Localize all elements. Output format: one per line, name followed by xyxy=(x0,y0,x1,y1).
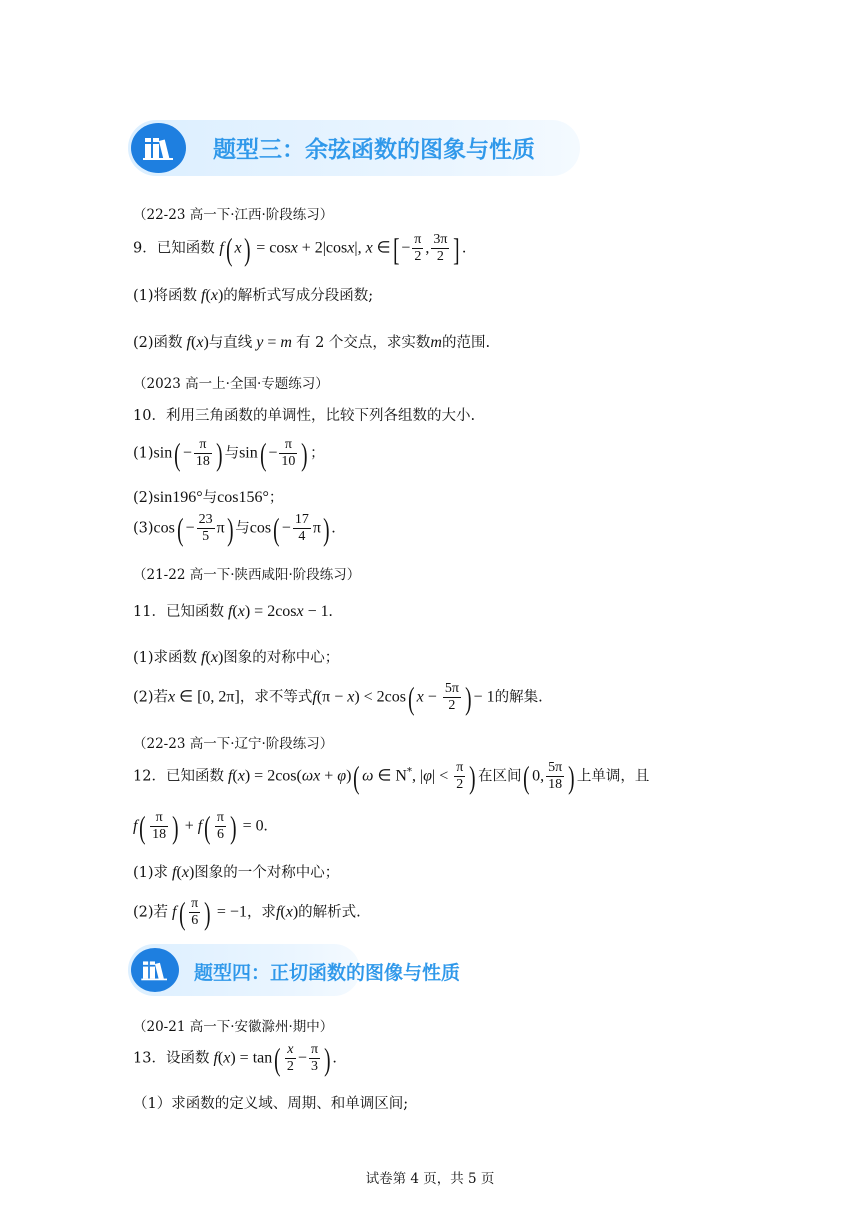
q12-source: （22-23 高一下·辽宁·阶段练习） xyxy=(133,736,334,752)
q10-part2: (2)sin196°与cos156°； xyxy=(133,489,284,506)
q10-part3: (3)cos( − $\frac{23}{5}$ π) 与cos( − $\frac{17}{4}$ π) . xyxy=(133,510,336,547)
q10-stem: 10．利用三角函数的单调性，比较下列各组数的大小. xyxy=(133,408,476,424)
q9-stem: 9．已知函数 f( x) = cosx + 2|cosx|, x ∈[ − $\frac{\pi}{2}$ , $\frac{3\pi}{2}$ ] . xyxy=(133,230,467,267)
q11-part1: (1)求函数 f(x)图象的对称中心； xyxy=(133,649,340,666)
books-icon xyxy=(142,134,176,162)
q11-source: （21-22 高一下·陕西咸阳·阶段练习） xyxy=(133,567,361,583)
q11-stem: 11．已知函数 f(x) = 2cosx − 1. xyxy=(133,603,333,620)
q9-part1: (1)将函数 f(x)的解析式写成分段函数; xyxy=(133,287,374,304)
q12-part2: (2)若 f( $\frac{\pi}{6}$ ) = −1，求f(x)的解析式. xyxy=(133,894,361,931)
q13-part1: （1）求函数的定义域、周期、和单调区间; xyxy=(133,1096,409,1112)
q12-stem: 12．已知函数 f(x) = 2cos(ωx + φ)( ω ∈ N*, |φ| < $\frac{\pi}{2}$ ) 在区间( 0, $\frac{5\pi}{18}$ ) 上单调，且 xyxy=(133,758,650,795)
q9-source: （22-23 高一下·江西·阶段练习） xyxy=(133,207,334,223)
q11-part2: (2)若x ∈ [0, 2π]，求不等式f(π − x) < 2cos( x − $\frac{5\pi}{2}$ ) − 1的解集. xyxy=(133,679,543,716)
q12-condition: f( $\frac{\pi}{18}$ ) + f( $\frac{\pi}{6}$ ) = 0. xyxy=(133,808,268,845)
q10-source: （2023 高一上·全国·专题练习） xyxy=(133,376,329,392)
section-badge-4 xyxy=(131,948,179,992)
q10-part1: (1)sin( − $\frac{\pi}{18}$ ) 与sin( − $\frac{\pi}{10}$ ) ； xyxy=(133,435,325,472)
q13-source: （20-21 高一下·安徽滁州·期中） xyxy=(133,1019,334,1035)
section-badge-3 xyxy=(131,123,186,173)
page-footer: 试卷第 4 页，共 5 页 xyxy=(365,1171,495,1187)
section-title-4: 题型四：正切函数的图像与性质 xyxy=(194,962,461,984)
section-title-3: 题型三：余弦函数的图象与性质 xyxy=(213,137,535,163)
q13-stem: 13．设函数 f(x) = tan( $\frac{x}{2}$ − $\frac{\pi}{3}$ ) . xyxy=(133,1040,337,1077)
q9-part2: (2)函数 f(x)与直线 y = m 有 2 个交点，求实数m的范围. xyxy=(133,334,491,351)
q12-part1: (1)求 f(x)图象的一个对称中心； xyxy=(133,864,340,881)
q9-stem-text: 9．已知函数 xyxy=(133,240,215,257)
books-icon xyxy=(140,958,170,982)
